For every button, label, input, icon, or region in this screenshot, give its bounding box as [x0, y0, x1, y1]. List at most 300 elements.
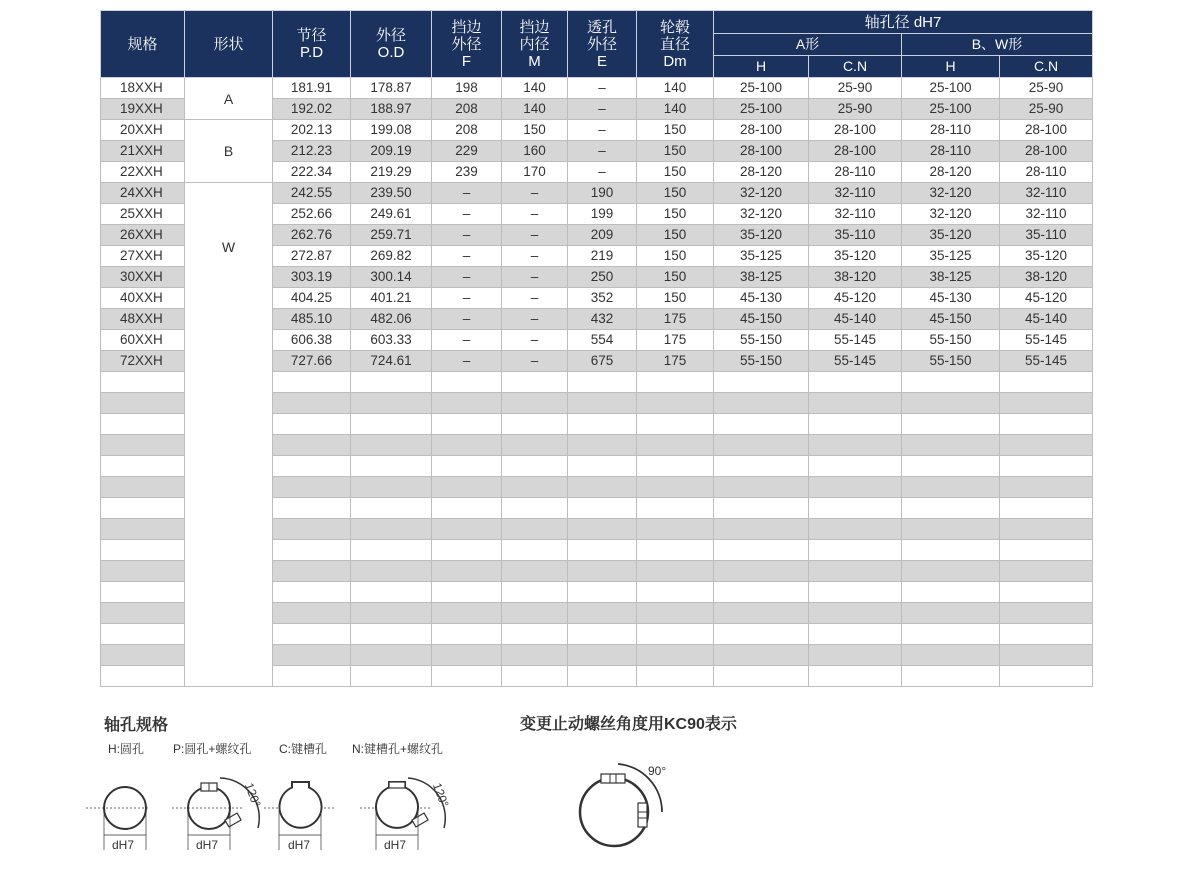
- cell-shape: B: [185, 120, 273, 183]
- cell-spec: [101, 624, 185, 645]
- cell-spec: 19XXH: [101, 99, 185, 120]
- cell-dm: [637, 456, 714, 477]
- cell-e: [568, 645, 637, 666]
- cell-dm: [637, 624, 714, 645]
- cell-bw-h: [902, 645, 1000, 666]
- cell-spec: [101, 645, 185, 666]
- cell-a-h: 55-150: [714, 351, 809, 372]
- cell-f: [432, 393, 502, 414]
- cell-m: [502, 624, 568, 645]
- bore-diagram-p: [172, 778, 259, 850]
- cell-f: [432, 414, 502, 435]
- cell-dm: [637, 498, 714, 519]
- header-bw-h: H: [902, 56, 1000, 78]
- cell-bw-cn: 55-145: [1000, 351, 1093, 372]
- cell-pd: 262.76: [273, 225, 351, 246]
- cell-a-cn: 35-110: [809, 225, 902, 246]
- cell-spec: 25XXH: [101, 204, 185, 225]
- cell-f: –: [432, 267, 502, 288]
- cell-a-cn: [809, 666, 902, 687]
- cell-pd: [273, 603, 351, 624]
- cell-od: 188.97: [351, 99, 432, 120]
- cell-f: 198: [432, 78, 502, 99]
- cell-a-cn: [809, 582, 902, 603]
- cell-od: [351, 519, 432, 540]
- cell-a-cn: [809, 603, 902, 624]
- cell-m: 160: [502, 141, 568, 162]
- header-e: 透孔 外径 E: [568, 11, 637, 78]
- cell-m: [502, 645, 568, 666]
- cell-pd: 202.13: [273, 120, 351, 141]
- cell-bw-cn: [1000, 498, 1093, 519]
- cell-a-h: [714, 540, 809, 561]
- bore-type-h: H:圆孔: [108, 742, 145, 756]
- cell-bw-cn: [1000, 645, 1093, 666]
- cell-e: [568, 603, 637, 624]
- cell-f: [432, 645, 502, 666]
- cell-bw-h: [902, 456, 1000, 477]
- cell-bw-h: [902, 477, 1000, 498]
- cell-a-cn: 25-90: [809, 78, 902, 99]
- header-a-h: H: [714, 56, 809, 78]
- cell-m: –: [502, 183, 568, 204]
- cell-bw-cn: [1000, 519, 1093, 540]
- header-spec: 规格: [101, 11, 185, 78]
- cell-od: [351, 414, 432, 435]
- cell-m: –: [502, 309, 568, 330]
- cell-pd: [273, 435, 351, 456]
- cell-m: [502, 372, 568, 393]
- cell-pd: [273, 414, 351, 435]
- cell-e: [568, 624, 637, 645]
- cell-dm: [637, 561, 714, 582]
- cell-spec: [101, 414, 185, 435]
- cell-f: –: [432, 288, 502, 309]
- cell-e: 432: [568, 309, 637, 330]
- table-row: [101, 78, 1093, 99]
- cell-pd: 181.91: [273, 78, 351, 99]
- cell-a-h: 45-150: [714, 309, 809, 330]
- cell-spec: 30XXH: [101, 267, 185, 288]
- cell-bw-h: [902, 540, 1000, 561]
- cell-od: 249.61: [351, 204, 432, 225]
- cell-a-h: 32-120: [714, 183, 809, 204]
- cell-bw-cn: 35-110: [1000, 225, 1093, 246]
- cell-f: [432, 498, 502, 519]
- cell-bw-h: [902, 519, 1000, 540]
- cell-shape: A: [185, 78, 273, 120]
- cell-e: –: [568, 120, 637, 141]
- cell-e: [568, 540, 637, 561]
- cell-a-cn: 55-145: [809, 351, 902, 372]
- cell-pd: 192.02: [273, 99, 351, 120]
- cell-bw-h: [902, 624, 1000, 645]
- cell-a-cn: [809, 435, 902, 456]
- cell-od: [351, 582, 432, 603]
- cell-a-h: [714, 372, 809, 393]
- cell-a-h: 28-100: [714, 120, 809, 141]
- cell-dm: [637, 582, 714, 603]
- kc90-diagram: [580, 764, 662, 846]
- cell-m: –: [502, 351, 568, 372]
- cell-od: [351, 456, 432, 477]
- cell-dm: 175: [637, 351, 714, 372]
- cell-bw-cn: 45-140: [1000, 309, 1093, 330]
- cell-m: [502, 603, 568, 624]
- cell-od: [351, 540, 432, 561]
- cell-m: [502, 498, 568, 519]
- cell-a-h: [714, 519, 809, 540]
- cell-a-h: [714, 477, 809, 498]
- cell-od: [351, 393, 432, 414]
- cell-a-cn: [809, 540, 902, 561]
- cell-bw-h: [902, 414, 1000, 435]
- table-row: [101, 120, 1093, 141]
- cell-dm: 175: [637, 309, 714, 330]
- cell-od: 199.08: [351, 120, 432, 141]
- cell-pd: 212.23: [273, 141, 351, 162]
- cell-spec: 72XXH: [101, 351, 185, 372]
- bore-section-title: 轴孔规格: [104, 717, 169, 734]
- cell-f: [432, 666, 502, 687]
- cell-m: 170: [502, 162, 568, 183]
- cell-dm: 150: [637, 141, 714, 162]
- cell-pd: [273, 561, 351, 582]
- cell-m: 150: [502, 120, 568, 141]
- cell-dm: [637, 603, 714, 624]
- cell-bw-h: 32-120: [902, 183, 1000, 204]
- cell-spec: 21XXH: [101, 141, 185, 162]
- cell-a-h: [714, 393, 809, 414]
- cell-bw-cn: 25-90: [1000, 99, 1093, 120]
- cell-f: 239: [432, 162, 502, 183]
- cell-od: 269.82: [351, 246, 432, 267]
- cell-pd: 252.66: [273, 204, 351, 225]
- cell-f: [432, 477, 502, 498]
- cell-e: 352: [568, 288, 637, 309]
- spec-table: [100, 10, 1093, 687]
- cell-spec: [101, 456, 185, 477]
- dim-label-n: dH7: [384, 838, 407, 852]
- cell-m: 140: [502, 78, 568, 99]
- cell-f: [432, 456, 502, 477]
- cell-bw-cn: [1000, 456, 1093, 477]
- cell-e: 675: [568, 351, 637, 372]
- cell-od: 239.50: [351, 183, 432, 204]
- cell-m: –: [502, 330, 568, 351]
- cell-m: –: [502, 288, 568, 309]
- cell-bw-h: [902, 372, 1000, 393]
- cell-a-cn: [809, 498, 902, 519]
- cell-a-h: 38-125: [714, 267, 809, 288]
- cell-f: –: [432, 246, 502, 267]
- cell-a-h: [714, 603, 809, 624]
- cell-a-h: 25-100: [714, 78, 809, 99]
- cell-bw-h: [902, 666, 1000, 687]
- cell-e: [568, 414, 637, 435]
- cell-f: [432, 624, 502, 645]
- header-shape: 形状: [185, 11, 273, 78]
- bore-diagram-h: [86, 787, 150, 850]
- cell-f: –: [432, 351, 502, 372]
- cell-pd: [273, 519, 351, 540]
- bore-type-p: P:圆孔+螺纹孔: [173, 742, 252, 756]
- cell-dm: [637, 540, 714, 561]
- cell-bw-cn: 25-90: [1000, 78, 1093, 99]
- cell-bw-cn: [1000, 414, 1093, 435]
- cell-f: 208: [432, 99, 502, 120]
- cell-e: 199: [568, 204, 637, 225]
- cell-pd: [273, 393, 351, 414]
- cell-a-cn: 28-100: [809, 141, 902, 162]
- cell-bw-h: 38-125: [902, 267, 1000, 288]
- cell-od: [351, 645, 432, 666]
- cell-a-h: [714, 414, 809, 435]
- cell-e: [568, 477, 637, 498]
- cell-bw-cn: [1000, 666, 1093, 687]
- cell-dm: [637, 414, 714, 435]
- cell-spec: 40XXH: [101, 288, 185, 309]
- cell-e: 219: [568, 246, 637, 267]
- angle-label-p: 120°: [241, 780, 264, 810]
- cell-spec: 27XXH: [101, 246, 185, 267]
- cell-e: –: [568, 162, 637, 183]
- cell-e: [568, 582, 637, 603]
- header-dm: 轮毂 直径 Dm: [637, 11, 714, 78]
- cell-e: [568, 372, 637, 393]
- cell-a-cn: [809, 414, 902, 435]
- cell-e: [568, 435, 637, 456]
- cell-bw-h: 35-125: [902, 246, 1000, 267]
- cell-m: –: [502, 246, 568, 267]
- cell-bw-cn: 28-100: [1000, 120, 1093, 141]
- cell-m: [502, 435, 568, 456]
- cell-bw-cn: 32-110: [1000, 183, 1093, 204]
- header-a-form: A形: [714, 34, 902, 56]
- cell-bw-h: [902, 561, 1000, 582]
- cell-dm: [637, 393, 714, 414]
- cell-pd: 404.25: [273, 288, 351, 309]
- cell-spec: [101, 498, 185, 519]
- cell-spec: 60XXH: [101, 330, 185, 351]
- cell-bw-h: [902, 435, 1000, 456]
- cell-f: 229: [432, 141, 502, 162]
- cell-f: [432, 372, 502, 393]
- cell-od: [351, 372, 432, 393]
- cell-bw-cn: 35-120: [1000, 246, 1093, 267]
- cell-spec: [101, 603, 185, 624]
- header-bw-cn: C.N: [1000, 56, 1093, 78]
- cell-pd: [273, 582, 351, 603]
- cell-pd: [273, 498, 351, 519]
- cell-dm: 150: [637, 162, 714, 183]
- cell-a-h: 32-120: [714, 204, 809, 225]
- header-a-cn: C.N: [809, 56, 902, 78]
- cell-a-cn: 32-110: [809, 183, 902, 204]
- table-row: [101, 183, 1093, 204]
- cell-spec: 22XXH: [101, 162, 185, 183]
- cell-spec: [101, 477, 185, 498]
- cell-spec: [101, 393, 185, 414]
- cell-a-h: [714, 435, 809, 456]
- cell-f: [432, 540, 502, 561]
- cell-bw-cn: 45-120: [1000, 288, 1093, 309]
- bore-type-c: C:键槽孔: [279, 742, 328, 756]
- cell-dm: [637, 477, 714, 498]
- cell-dm: 140: [637, 99, 714, 120]
- cell-f: [432, 603, 502, 624]
- cell-e: 554: [568, 330, 637, 351]
- cell-od: 209.19: [351, 141, 432, 162]
- cell-a-cn: [809, 477, 902, 498]
- cell-spec: [101, 582, 185, 603]
- cell-a-h: [714, 645, 809, 666]
- cell-dm: 150: [637, 120, 714, 141]
- dim-label-h: dH7: [112, 838, 135, 852]
- cell-e: –: [568, 141, 637, 162]
- cell-dm: [637, 519, 714, 540]
- cell-a-h: [714, 561, 809, 582]
- cell-bw-cn: [1000, 603, 1093, 624]
- angle-label-n: 120°: [429, 780, 452, 810]
- cell-bw-h: 45-150: [902, 309, 1000, 330]
- cell-od: [351, 624, 432, 645]
- header-bore: 轴孔径 dH7: [714, 11, 1093, 34]
- cell-bw-cn: [1000, 477, 1093, 498]
- dim-label-c: dH7: [288, 838, 311, 852]
- cell-bw-h: 25-100: [902, 78, 1000, 99]
- cell-spec: [101, 519, 185, 540]
- cell-od: [351, 435, 432, 456]
- bore-diagram-c: [264, 782, 336, 850]
- cell-bw-h: 55-150: [902, 330, 1000, 351]
- cell-a-h: [714, 498, 809, 519]
- cell-a-cn: [809, 624, 902, 645]
- cell-f: [432, 519, 502, 540]
- cell-od: 401.21: [351, 288, 432, 309]
- cell-m: [502, 414, 568, 435]
- cell-bw-cn: [1000, 624, 1093, 645]
- cell-bw-h: 35-120: [902, 225, 1000, 246]
- cell-bw-h: 28-110: [902, 120, 1000, 141]
- cell-bw-cn: 28-110: [1000, 162, 1093, 183]
- cell-a-h: 28-100: [714, 141, 809, 162]
- cell-a-h: [714, 666, 809, 687]
- cell-f: –: [432, 183, 502, 204]
- cell-pd: [273, 666, 351, 687]
- cell-f: –: [432, 330, 502, 351]
- cell-a-h: 28-120: [714, 162, 809, 183]
- cell-a-cn: 35-120: [809, 246, 902, 267]
- cell-od: [351, 477, 432, 498]
- cell-a-cn: 28-110: [809, 162, 902, 183]
- cell-spec: 18XXH: [101, 78, 185, 99]
- cell-bw-cn: [1000, 435, 1093, 456]
- cell-od: 178.87: [351, 78, 432, 99]
- header-pd: 节径 P.D: [273, 11, 351, 78]
- cell-bw-cn: 38-120: [1000, 267, 1093, 288]
- cell-pd: 272.87: [273, 246, 351, 267]
- cell-bw-h: 45-130: [902, 288, 1000, 309]
- cell-dm: 150: [637, 267, 714, 288]
- cell-bw-cn: [1000, 372, 1093, 393]
- cell-f: [432, 435, 502, 456]
- cell-m: –: [502, 204, 568, 225]
- cell-dm: 175: [637, 330, 714, 351]
- cell-a-cn: 25-90: [809, 99, 902, 120]
- cell-spec: [101, 435, 185, 456]
- header-bw-form: B、W形: [902, 34, 1093, 56]
- cell-e: [568, 519, 637, 540]
- cell-m: [502, 519, 568, 540]
- cell-e: 209: [568, 225, 637, 246]
- cell-spec: [101, 540, 185, 561]
- cell-dm: [637, 666, 714, 687]
- kc-angle-label: 90°: [648, 764, 667, 778]
- cell-m: [502, 666, 568, 687]
- cell-a-cn: [809, 372, 902, 393]
- cell-pd: 727.66: [273, 351, 351, 372]
- cell-dm: 150: [637, 288, 714, 309]
- cell-dm: [637, 372, 714, 393]
- cell-m: –: [502, 225, 568, 246]
- cell-m: [502, 393, 568, 414]
- cell-od: 300.14: [351, 267, 432, 288]
- cell-pd: 303.19: [273, 267, 351, 288]
- cell-pd: 485.10: [273, 309, 351, 330]
- cell-a-cn: [809, 561, 902, 582]
- cell-e: –: [568, 99, 637, 120]
- cell-bw-h: 55-150: [902, 351, 1000, 372]
- cell-bw-h: 28-120: [902, 162, 1000, 183]
- cell-a-cn: [809, 456, 902, 477]
- cell-bw-cn: 28-100: [1000, 141, 1093, 162]
- cell-e: [568, 666, 637, 687]
- header-od: 外径 O.D: [351, 11, 432, 78]
- cell-dm: [637, 435, 714, 456]
- cell-e: [568, 498, 637, 519]
- cell-bw-h: 25-100: [902, 99, 1000, 120]
- cell-od: 603.33: [351, 330, 432, 351]
- cell-a-cn: [809, 519, 902, 540]
- cell-spec: 48XXH: [101, 309, 185, 330]
- cell-a-cn: 38-120: [809, 267, 902, 288]
- cell-f: –: [432, 225, 502, 246]
- cell-m: [502, 477, 568, 498]
- cell-pd: [273, 372, 351, 393]
- cell-bw-h: [902, 582, 1000, 603]
- cell-dm: 150: [637, 183, 714, 204]
- cell-f: 208: [432, 120, 502, 141]
- cell-dm: 150: [637, 225, 714, 246]
- cell-a-h: [714, 582, 809, 603]
- cell-e: [568, 456, 637, 477]
- cell-bw-h: [902, 603, 1000, 624]
- cell-a-cn: 28-100: [809, 120, 902, 141]
- cell-bw-cn: [1000, 582, 1093, 603]
- cell-e: 250: [568, 267, 637, 288]
- cell-dm: 140: [637, 78, 714, 99]
- cell-bw-h: [902, 498, 1000, 519]
- cell-spec: [101, 372, 185, 393]
- kc-section-title: 变更止动螺丝角度用KC90表示: [520, 716, 737, 733]
- table-body: [101, 78, 1093, 687]
- cell-a-cn: 45-120: [809, 288, 902, 309]
- header-m: 挡边 内径 M: [502, 11, 568, 78]
- cell-od: [351, 666, 432, 687]
- cell-f: [432, 582, 502, 603]
- cell-a-h: 25-100: [714, 99, 809, 120]
